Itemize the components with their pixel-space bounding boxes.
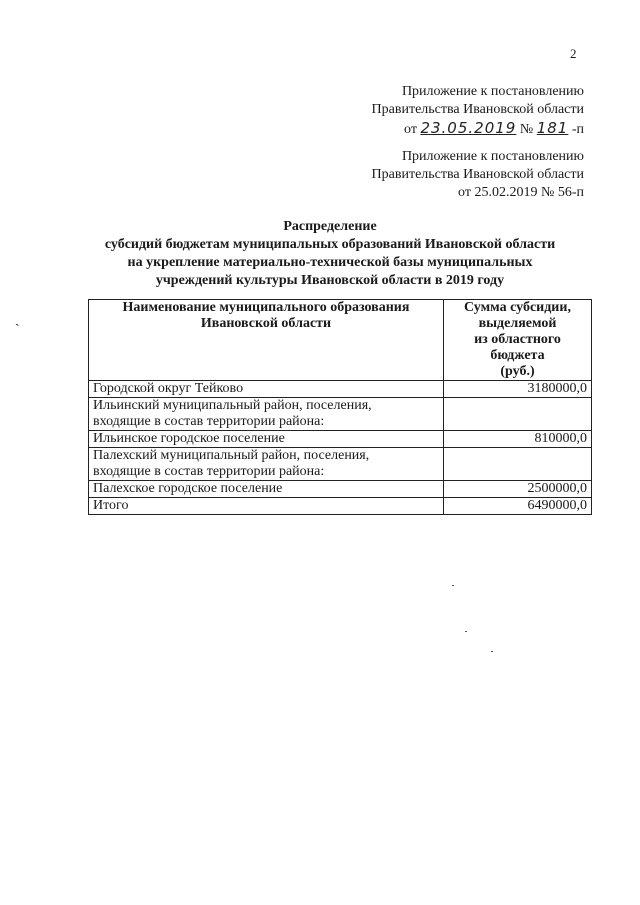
row-amount: [444, 448, 592, 481]
row-name-line: Палехский муниципальный район, поселения,: [93, 448, 370, 463]
appendix-current-line3: [372, 119, 584, 139]
row-amount: [444, 398, 592, 431]
row-name: [89, 398, 444, 431]
appendix-original: [372, 148, 584, 202]
header-sum-line: (руб.): [500, 364, 535, 379]
appendix-current-line2: Правительства Ивановской области: [371, 102, 584, 117]
row-name-line: входящие в состав территории района:: [93, 464, 325, 479]
document-title: [60, 218, 600, 290]
stray-mark: ˏ: [15, 312, 20, 327]
row-name: [89, 448, 444, 481]
header-name-cell: [89, 300, 444, 381]
row-amount: 2500000,0: [444, 481, 592, 498]
title-line4: учреждений культуры Ивановской области в 2019 году: [155, 273, 505, 288]
table-row: [89, 448, 592, 481]
appendix-original-line3: от 25.02.2019 № 56-п: [458, 185, 584, 200]
appendix-original-line1: Приложение к постановлению: [401, 149, 584, 164]
table-row: [89, 398, 592, 431]
header-sum-line: Сумма субсидии,: [464, 300, 571, 315]
header-name-line1: Наименование муниципального образования: [122, 300, 410, 315]
table-row: [89, 381, 592, 398]
table-row: [89, 431, 592, 448]
table-row: [89, 481, 592, 498]
row-name: Итого: [89, 498, 444, 515]
title-line2: субсидий бюджетам муниципальных образований Ивановской области: [104, 237, 556, 252]
distribution-table: [88, 299, 592, 515]
handwritten-number: 181: [536, 119, 569, 137]
row-amount: 3180000,0: [444, 381, 592, 398]
page-number: 2: [570, 46, 577, 61]
row-name: Палехское городское поселение: [89, 481, 444, 498]
from-prefix: от: [404, 122, 417, 137]
header-name-line2: Ивановской области: [200, 316, 332, 331]
appendix-current: [372, 83, 584, 139]
header-sum-cell: [444, 300, 592, 381]
row-name-line: входящие в состав территории района:: [93, 414, 325, 429]
header-sum-line: выделяемой: [478, 316, 557, 331]
row-name: Городской округ Тейково: [89, 381, 444, 398]
appendix-original-line2: Правительства Ивановской области: [371, 167, 584, 182]
scan-speck: [491, 651, 493, 652]
handwritten-date: 23.05.2019: [420, 119, 517, 137]
header-sum-line: из областного: [474, 332, 561, 347]
table-header-row: [89, 300, 592, 381]
table-total-row: [89, 498, 592, 515]
row-amount: 810000,0: [444, 431, 592, 448]
title-line1: Распределение: [283, 219, 377, 234]
title-line3: на укрепление материально-технической базы муниципальных: [127, 255, 533, 270]
number-prefix: №: [519, 122, 534, 137]
appendix-current-line1: Приложение к постановлению: [401, 84, 584, 99]
number-suffix: -п: [571, 122, 584, 137]
row-name: Ильинское городское поселение: [89, 431, 444, 448]
scan-speck: [465, 631, 467, 632]
row-amount: 6490000,0: [444, 498, 592, 515]
row-name-line: Ильинский муниципальный район, поселения,: [93, 398, 372, 413]
header-sum-line: бюджета: [490, 348, 545, 363]
scan-speck: [452, 585, 454, 586]
